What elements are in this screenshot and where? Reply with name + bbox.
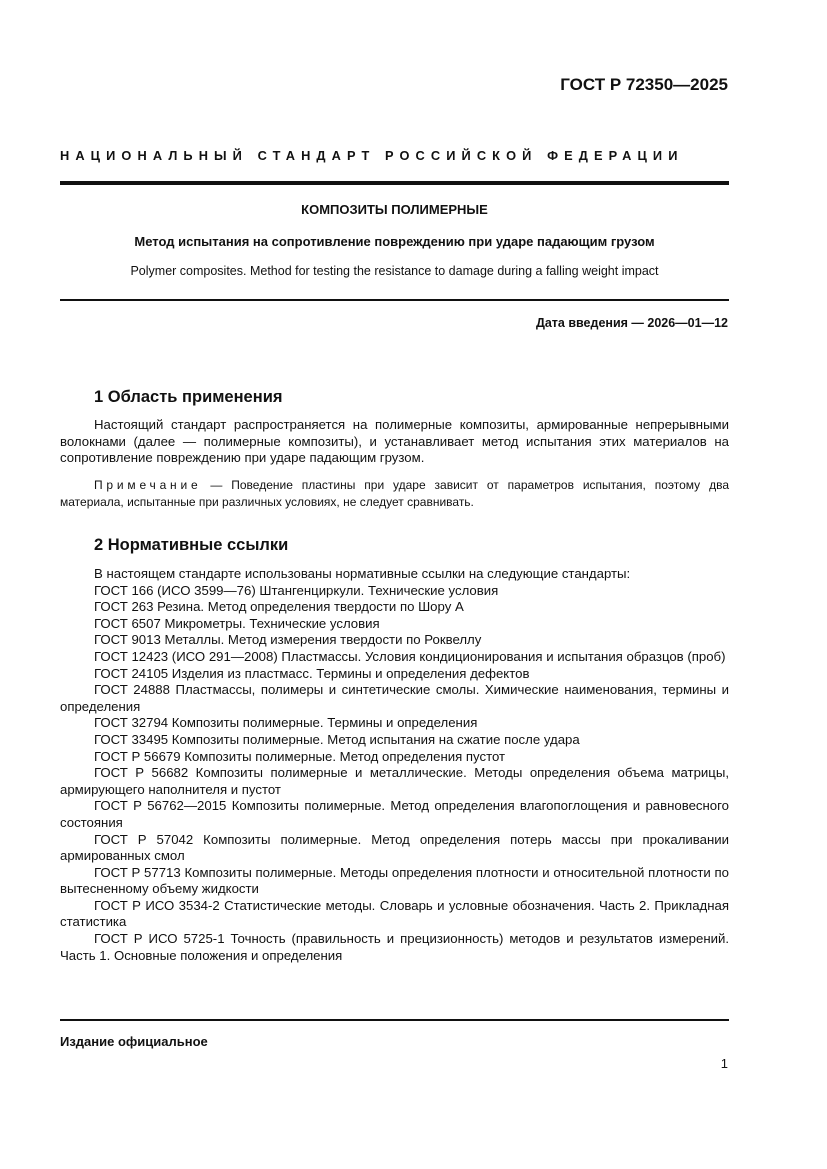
reference-item: ГОСТ Р 56762—2015 Композиты полимерные. Метод определения влагопоглощения и равновесного состояния <box>60 798 729 830</box>
reference-item: ГОСТ Р 56682 Композиты полимерные и металлические. Методы определения объема матрицы, армирующего наполнителя и пустот <box>60 765 729 797</box>
reference-item: ГОСТ 33495 Композиты полимерные. Метод испытания на сжатие после удара <box>94 731 580 747</box>
section-1-body <box>60 417 729 467</box>
reference-item: ГОСТ 263 Резина. Метод определения твердости по Шору А <box>94 599 464 615</box>
reference-item: ГОСТ Р ИСО 5725-1 Точность (правильность и прецизионность) методов и результатов измерений. Часть 1. Основные положения и определения <box>60 931 729 963</box>
document-subtitle: Метод испытания на сопротивление повреждению при ударе падающим грузом <box>134 234 655 249</box>
title-divider <box>60 299 729 301</box>
reference-item: ГОСТ 6507 Микрометры. Технические условия <box>94 615 380 631</box>
scope-paragraph: Настоящий стандарт распространяется на полимерные композиты, армированные непрерывными волокнами (далее — полимерные композиты), и устанавливает метод испытания этих материалов на сопротивление повреждению при ударе падающим грузом. <box>60 417 729 466</box>
references-intro: В настоящем стандарте использованы нормативные ссылки на следующие стандарты: <box>94 566 631 581</box>
note-text: — Поведение пластины при ударе зависит от параметров испытания, поэтому два материала, испытанные при различных условиях, не следует сравнивать. <box>60 478 729 509</box>
reference-item: ГОСТ 166 (ИСО 3599—76) Штангенциркули. Технические условия <box>94 582 499 598</box>
note-label: Примечание <box>94 478 202 492</box>
footer-divider <box>60 1019 729 1021</box>
official-edition-label: Издание официальное <box>60 1034 208 1049</box>
reference-item: ГОСТ 32794 Композиты полимерные. Термины и определения <box>94 715 478 731</box>
references-list <box>60 566 729 964</box>
reference-item: ГОСТ 24888 Пластмассы, полимеры и синтетические смолы. Химические наименования, термины и определения <box>60 682 729 714</box>
section-1-heading: 1 Область применения <box>94 388 283 406</box>
document-number: ГОСТ Р 72350—2025 <box>560 75 728 94</box>
header-divider-thick <box>60 181 729 185</box>
national-standard-banner: НАЦИОНАЛЬНЫЙ СТАНДАРТ РОССИЙСКОЙ ФЕДЕРАЦИИ <box>60 148 684 163</box>
reference-item: ГОСТ 12423 (ИСО 291—2008) Пластмассы. Условия кондиционирования и испытания образцов (проб) <box>94 648 726 664</box>
reference-item: ГОСТ Р ИСО 3534-2 Статистические методы. Словарь и условные обозначения. Часть 2. Прикладная статистика <box>60 897 729 930</box>
reference-item: ГОСТ Р 57713 Композиты полимерные. Методы определения плотности и относительной плотности по вытесненному объему жидкости <box>60 864 729 897</box>
reference-item: ГОСТ Р 57042 Композиты полимерные. Метод определения потерь массы при прокаливании армированных смол <box>60 831 729 864</box>
section-2-heading: 2 Нормативные ссылки <box>94 536 289 554</box>
english-title: Polymer composites. Method for testing the resistance to damage during a falling weight impact <box>130 264 659 278</box>
introduction-date: Дата введения — 2026—01—12 <box>535 316 728 330</box>
reference-item: ГОСТ Р 56679 Композиты полимерные. Метод определения пустот <box>94 748 506 764</box>
scope-note <box>60 477 729 511</box>
document-title: КОМПОЗИТЫ ПОЛИМЕРНЫЕ <box>301 202 488 217</box>
page-number: 1 <box>720 1056 728 1071</box>
reference-item: ГОСТ 24105 Изделия из пластмасс. Термины и определения дефектов <box>94 665 530 681</box>
reference-item: ГОСТ 9013 Металлы. Метод измерения твердости по Роквеллу <box>94 632 482 648</box>
